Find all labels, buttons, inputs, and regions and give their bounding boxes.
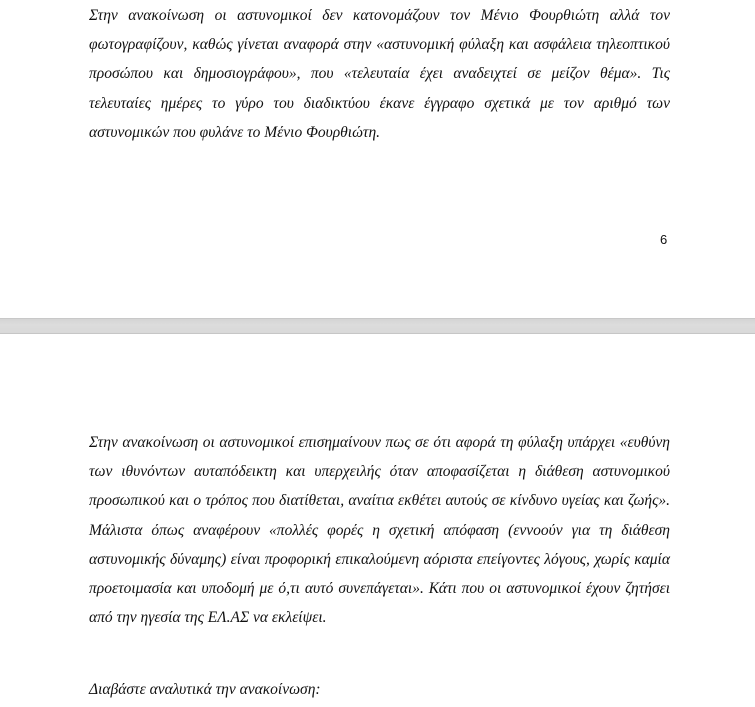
paragraph: Στην ανακοίνωση οι αστυνομικοί επισημαίνουν πως σε ότι αφορά τη φύλαξη υπάρχει «ευθύνη των ιθυνόντων αυταπόδεικτη και υπερχειλής όταν αποφασίζεται η διάθεση αστυνομικού προσωπικού και ο τρόπος που διατίθεται, αναίτια εκθέτει αυτούς σε κίνδυνο υγείας και ζωής». Μάλιστα όπως αναφέρουν «πολλές φορές η σχετική απόφαση (εννοούν για τη διάθεση αστυνομικής δύναμης) είναι προφορική επικαλούμενη αόριστα επείγοντες λόγους, χωρίς καμία προετοιμασία και υποδομή με ό,τι αυτό συνεπάγεται». Κάτι που οι αστυνομικοί έχουν ζητήσει από την ηγεσία της ΕΛ.ΑΣ να εκλείψει. (89, 434, 670, 627)
page-separator (0, 318, 755, 334)
document-page-7 (0, 334, 755, 707)
document-page-6 (0, 0, 755, 318)
paragraph: Στην ανακοίνωση οι αστυνομικοί δεν κατονομάζουν τον Μένιο Φουρθιώτη αλλά τον φωτογραφίζουν, καθώς γίνεται αναφορά στην «αστυνομική φύλαξη και ασφάλεια τηλεοπτικού προσώπου και δημοσιογράφου», που «τελευταία έχει αναδειχτεί σε μείζον θέμα». Τις τελευταίες ημέρες το γύρο του διαδικτύου έκανε έγγραφο σχετικά με τον αριθμό των αστυνομικών που φυλάνε το Μένιο Φουρθιώτη. (89, 7, 670, 141)
page-number: 6 (660, 232, 668, 247)
paragraph-read-more: Διαβάστε αναλυτικά την ανακοίνωση: (89, 681, 321, 698)
